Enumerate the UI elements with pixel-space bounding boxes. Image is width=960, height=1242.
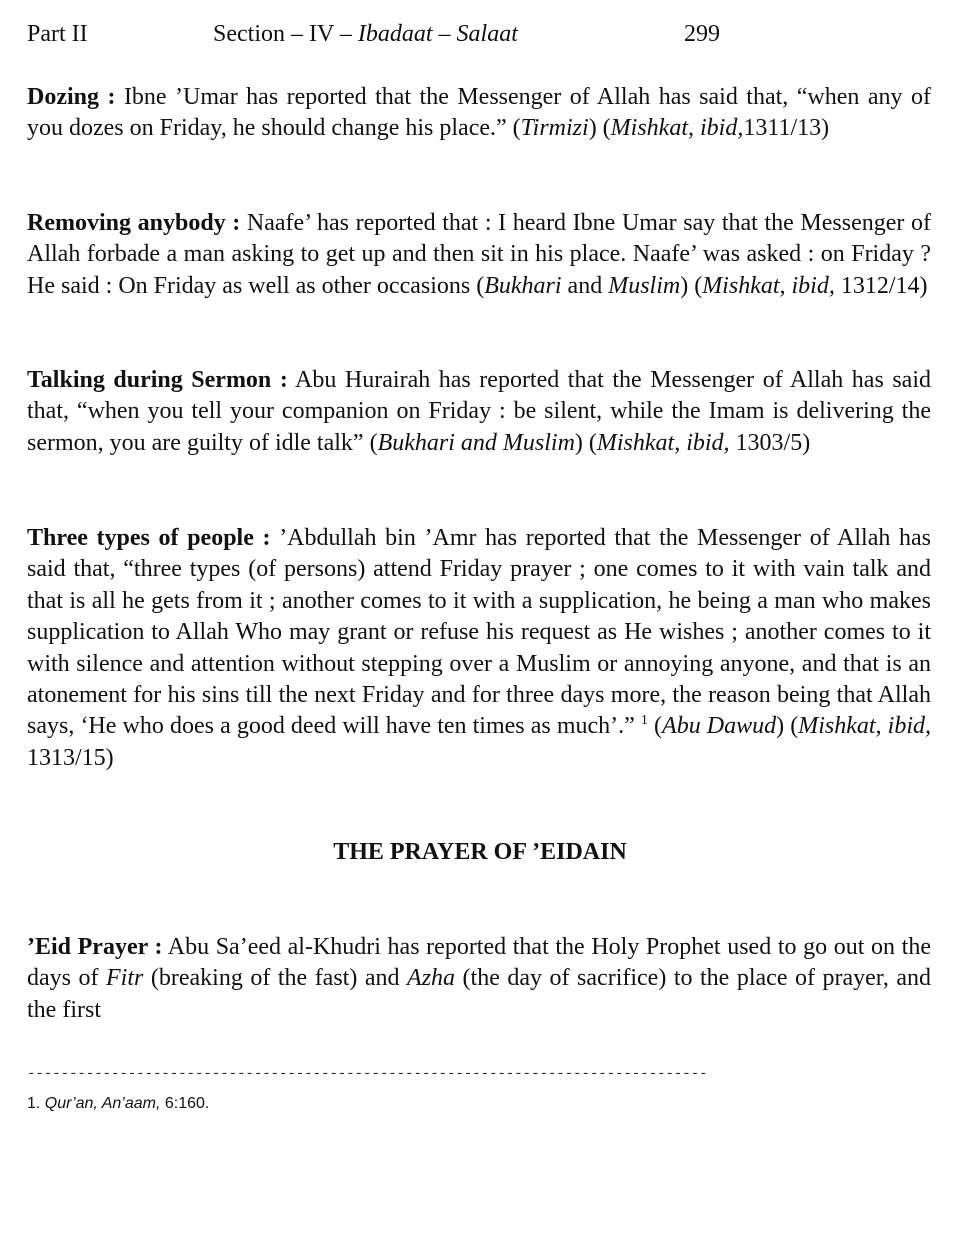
text-run: ) ( (680, 272, 703, 299)
text-run: 1311/13) (743, 115, 830, 142)
footnote-marker: 1 (640, 713, 648, 729)
citation-italic: Mishkat, ibid, (702, 272, 835, 299)
entry-removing-anybody (27, 208, 931, 302)
entry-body (27, 84, 931, 141)
entry-paragraph (27, 932, 931, 1026)
text-run: 1313/15) (27, 744, 114, 771)
entry-talking-during-sermon (27, 365, 931, 459)
text-run: (breaking of the fast) and (143, 965, 408, 992)
entry-paragraph (27, 82, 931, 145)
text-run: Abu Sa’eed al-Khudri has reported that the Holy Prophet used to go out on the days of (27, 934, 931, 992)
entry-title: Dozing : (27, 84, 116, 110)
text-run: ) ( (588, 115, 611, 142)
footnote-ref-italic: Qur’an, An’aam, (44, 1095, 161, 1112)
entry-eid-prayer (27, 932, 931, 1026)
text-run: and (561, 272, 609, 299)
text-run: Naafe’ has reported that : I heard Ibne Umar say that the Messenger of Allah forbade a man asking to get up and then sit in his place. Naafe’ was asked : on Friday ? He said : On Friday as well as other occasions ( (27, 210, 931, 299)
entry-dozing (27, 82, 931, 145)
page-number: 299 (684, 21, 720, 47)
citation-italic: Mishkat, ibid, (798, 713, 931, 740)
header-part: Part II (27, 21, 88, 47)
text-run: ) ( (574, 429, 597, 456)
text-run: Abu Hurairah has reported that the Messenger of Allah has said that, “when you tell your companion on Friday : be silent, while the Imam is delivering the sermon, you are guilty of idle talk” ( (27, 367, 931, 456)
citation-italic: Mishkat, ibid, (610, 115, 744, 142)
header-section-italic: Ibadaat – Salaat (357, 21, 518, 47)
entry-title: ’Eid Prayer : (27, 934, 163, 960)
text-run: (the day of sacrifice) to the place of prayer, and the first (27, 965, 931, 1023)
section-heading: THE PRAYER OF ’EIDAIN (333, 839, 627, 865)
citation-italic: Abu Dawud (662, 713, 777, 740)
header-section (213, 18, 518, 50)
citation-italic: Fitr (106, 965, 144, 992)
entry-body (27, 525, 931, 771)
header-section-prefix: Section – IV – (213, 21, 358, 47)
entry-paragraph (27, 365, 931, 459)
entry-title: Removing anybody : (27, 210, 241, 236)
text-run: 1312/14) (834, 272, 928, 299)
entry-three-types-of-people (27, 523, 931, 774)
text-run: ( (647, 713, 663, 740)
entry-title: Three types of people : (27, 525, 271, 551)
text-run: 1303/5) (729, 429, 811, 456)
entry-paragraph (27, 523, 931, 774)
text-run: ) ( (776, 713, 799, 740)
footnote-number: 1. (27, 1095, 41, 1112)
citation-italic: Mishkat, ibid, (596, 429, 730, 456)
citation-italic: Bukhari (484, 272, 562, 299)
text-run: Ibne ’Umar has reported that the Messenger of Allah has said that, “when any of you dozes on Friday, he should change his place.” ( (27, 84, 931, 142)
citation-italic: Tirmizi (520, 115, 589, 142)
citation-italic: Azha (407, 965, 456, 992)
footnote (27, 1093, 209, 1115)
page-header (0, 18, 960, 50)
citation-italic: Muslim (608, 272, 681, 299)
entry-paragraph (27, 208, 931, 302)
entry-title: Talking during Sermon : (27, 367, 288, 393)
footnote-divider: --------------------------------------------------------------------------------- (27, 1066, 708, 1082)
citation-italic: Bukhari and Muslim (377, 429, 575, 456)
entry-body (27, 934, 931, 1023)
footnote-ref-plain: 6:160. (160, 1095, 210, 1112)
text-run: ’Abdullah bin ’Amr has reported that the Messenger of Allah has said that, “three types (of persons) attend Friday prayer ; one comes to it with vain talk and that is all he gets from it ; another comes to it with a supplication, he being a man who makes supplication to Allah Who may grant or refuse his request as He wishes ; another comes to it with silence and attention without stepping over a Muslim or annoying anyone, and that is an atonement for his sins till the next Friday and for three days more, the reason being that Allah says, ‘He who does a good deed will have ten times as much’.” (27, 525, 932, 740)
